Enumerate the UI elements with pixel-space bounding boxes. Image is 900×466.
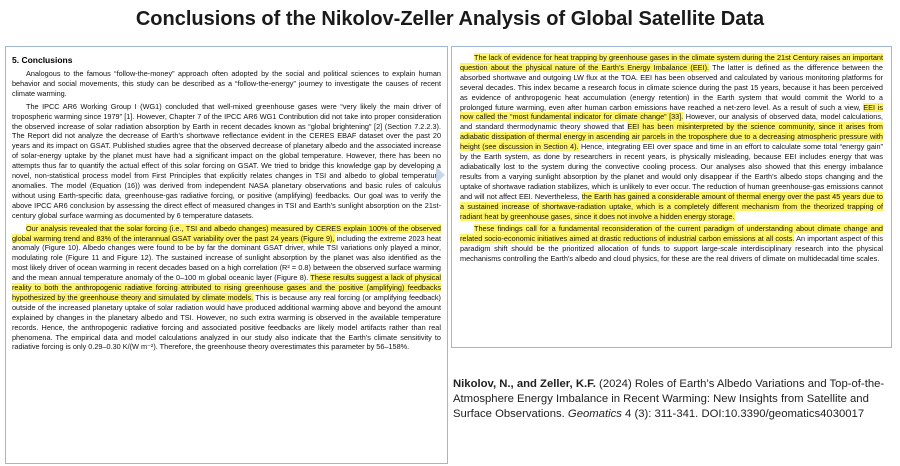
page-title: Conclusions of the Nikolov-Zeller Analysis of Global Satellite Data (135, 8, 765, 30)
highlight-solar-forcing: Our analysis revealed that the solar forcing (i.e., TSI and albedo changes) measured by CERES explain 100% of the observed global warming trend and 83% of the interannual GSAT variability over the past 24 years (Figure 9), (12, 223, 441, 243)
right-text-panel (451, 46, 892, 348)
highlight-fundamental-indicator: EEI is now called the “most fundamental indicator for climate change” [33]. (460, 102, 883, 122)
paragraph-ipcc: The IPCC AR6 Working Group I (WG1) concluded that well-mixed greenhouse gases were “very likely the main driver of tropospheric warming since 1979” [1]. However, Chapter 7 of the IPCC AR6 WG1 Contribution did not take into proper consideration the observed increase of solar radiation absorption by Earth in recent decades known as “global brightening” [2] (Section 7.2.2.3). The Report did not analyze the decrease of Earth’s shortwave reflectance evident in the CERES EBAF dataset over the past 20 years and its impact on GSAT. Published studies agree that the observed decrease of planetary albedo and the associated increase of solar-energy uptake by the planet must have had a significant impact on the global temperature. However, there has been no attempts thus far to quantify the actual effect of this solar forcing on GSAT. We tried to bridge this knowledge gap by developing a novel, non-statistical process model from First Principles that explicitly relates changes in TSI and albedo to global temperature anomalies. The model (Equation (16)) was derived from independent NASA planetary observations and basic rules of calculus without using Earth-specific data, greenhouse-gas radiative forcing, or positive (amplifying) feedbacks. Our goal was to verify the above IPCC AR6 conclusion by assessing the direct effect of measured changes in TSI and Earth’s sunlight absorption on the 21st-century global surface warming as documented by 6 temperature datasets. (12, 101, 441, 220)
highlight-lack-of-evidence: The lack of evidence for heat trapping by greenhouse gases in the climate system during the 21st Century raises an important question about the physical nature of the Earth’s Energy Imbalance (EEI). (460, 53, 883, 72)
paragraph-eei (460, 53, 883, 221)
section-heading: 5. Conclusions (12, 55, 73, 65)
paragraph-analysis (12, 224, 441, 353)
decorative-arrow-icon (436, 167, 445, 183)
text-paradigm-shift: An important aspect of this paradigm shift should be the prioritized allocation of funds to support large-scale interdisciplinary research into the physical mechanisms controlling the Earth’s albedo and cloud physics, for these are the real drivers of climate on multidecadal time scales. (460, 234, 883, 264)
citation-journal: Geomatics (567, 408, 622, 420)
highlight-reconsideration: These findings call for a fundamental reconsideration of the current paradigm of understanding about climate change and related socio-economic initiatives aimed at drastic reductions of industrial carbon emissions at all costs. (460, 224, 883, 244)
citation-authors: Nikolov, N., and Zeller, K.F. (453, 378, 596, 390)
text-climate-sensitivity: This is because any real forcing (or amplifying feedback) outside of the increased planetary uptake of solar radiation would have produced additional warming above and beyond the amount explained by changes in the planetary albedo and TSI. However, no such extra warming is observed in the available temperature records. Hence, the anthropogenic radiative forcing and associated positive feedbacks are likely model artifacts rather than real phenomena. The empirical data and model calculations analyzed in our study also indicate that the Earth’s climate sensitivity to radiative forcing is only 0.29–0.30 K/(W m⁻²). Therefore, the greenhouse theory overestimates this parameter by 56–158%. (12, 292, 441, 352)
text-eei-definition: The latter is defined as the difference between the absorbed shortwave and outgoing LW flux at the TOA. EEI has been observed and calculated by various monitoring platforms for several decades. This index became a research focus in climate science during the past 15 years, because it has been perceived as evidence of anthropogenic heat accumulation (energy retention) in the Earth system that would commit the World to a prolonged future warming, even after human carbon emissions have reached a net-zero level. As a result of such a view, (460, 62, 883, 112)
citation (453, 377, 893, 422)
citation-title: (2024) Roles of Earth’s Albedo Variations and Top-of-the-Atmosphere Energy Imbalance in Recent Warming: New Insights from Satellite and Surface Observations. (453, 378, 885, 420)
paragraph-follow-the-energy: Analogous to the famous “follow-the-money” approach often adopted by the social and political sciences to explain human behavior and social movements, this study can be described as a “follow-the-energy” journey to investigate the causes of recent climate warming. (12, 69, 441, 98)
text-energy-imbalance: Hence, integrating EEI over space and time in an effort to calculate some total “energy gain” by the Earth system, as done by researchers in recent years, is physically misleading, because EEI includes energy that was adiabatically lost to the system during the convective cooling process. Our analyses also showed that this energy imbalance results from a varying sunlight absorption by the planet and would only disappear if the Earth’s albedo stops changing and the uptake of shortwave radiation stabilizes, which is unlikely to ever occur. The reduction of human greenhouse-gas emissions cannot and will not affect EEI. Nevertheless, (460, 142, 883, 201)
text-albedo-drivers: including the extreme 2023 heat anomaly (Figure 10). Albedo changes were found to be by far the dominant GSAT driver, while TSI variations only played a minor, modulating role (Figure 11 and Figure 12). The sustained increase of sunlight absorption by the planet was also identified as the most likely driver of ocean warming in recent decades based on a high correlation (R² = 0.8) between the observed surface warming and the mean annual temperature anomaly of the 0–100 m global oceanic layer (Figure 8). (12, 233, 441, 283)
left-text-panel (5, 46, 448, 464)
citation-details: 4 (3): 311-341. DOI:10.3390/geomatics4030017 (621, 408, 865, 420)
text-our-analysis: However, our analysis of observed data, model calculations, and standard thermodynamic theory showed that (460, 112, 883, 132)
highlight-lack-of-physical-reality: These results suggest a lack of physical reality to both the anthropogenic radiative forcing attributed to rising greenhouse gases and the positive (amplifying) feedbacks hypothesized by the greenhouse theory and simulated by climate models. (12, 273, 441, 302)
highlight-thermal-energy-gain: the Earth has gained a considerable amount of thermal energy over the past 45 years due to a sustained increase of shortwave-radiation uptake, which is a completely different mechanism from the theorized trapping of radiant heat by greenhouse gases, since it does not involve a hidden energy storage. (460, 191, 883, 221)
paragraph-paradigm (460, 224, 883, 264)
highlight-eei-misinterpreted: EEI has been misinterpreted by the science community, since it arises from adiabatic dissipation of thermal energy in ascending air parcels in the troposphere due to a decreasing atmospheric pressure with height (see discussion in Section 4). (460, 122, 884, 152)
